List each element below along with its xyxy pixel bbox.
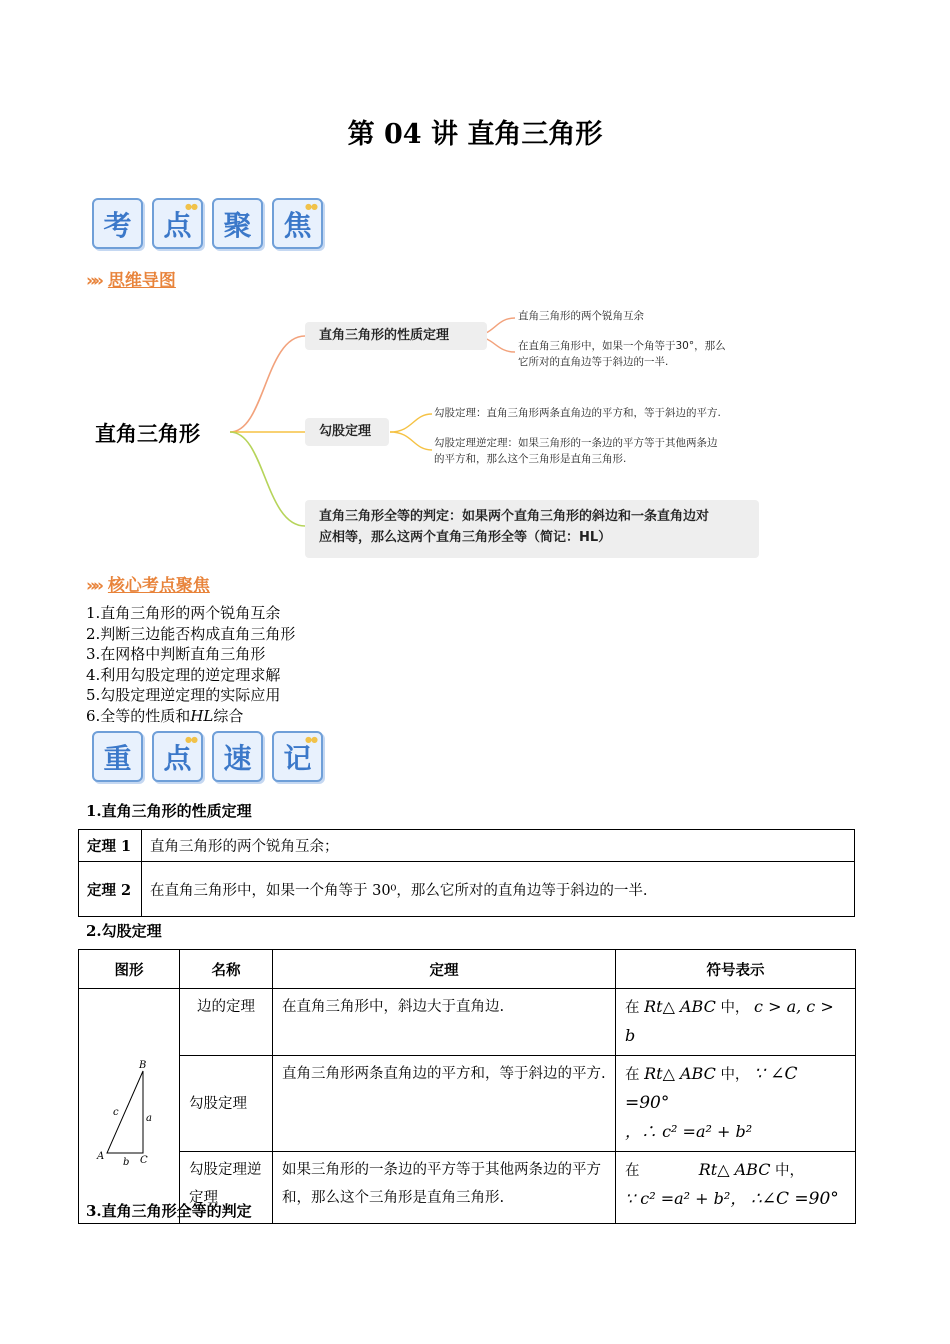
- badge-char: 重: [92, 731, 143, 782]
- badge-char: 考: [92, 198, 143, 249]
- table-cell: 定理 2: [79, 862, 142, 917]
- mindmap-leaf: 在直角三角形中，如果一个角等于30°，那么: [518, 340, 726, 352]
- table-header: 定理: [273, 950, 616, 989]
- table-header: 名称: [180, 950, 273, 989]
- table-header: 符号表示: [616, 950, 856, 989]
- mindmap-branch-pythagoras: 勾股定理: [305, 418, 389, 446]
- table-cell: 定理 1: [79, 830, 142, 862]
- pythagoras-table: [78, 949, 856, 1224]
- list-item: 4.利用勾股定理的逆定理求解: [86, 665, 281, 684]
- list-item: 5.勾股定理逆定理的实际应用: [86, 686, 281, 704]
- zhongdian-badges: [92, 731, 323, 782]
- section-heading: 1.直角三角形的性质定理: [86, 802, 252, 820]
- mindmap-leaf: 直角三角形的两个锐角互余: [518, 310, 644, 322]
- mindmap-leaf: 勾股定理：直角三角形两条直角边的平方和，等于斜边的平方.: [434, 407, 721, 419]
- side-label: c: [113, 1107, 119, 1118]
- side-label: b: [123, 1157, 130, 1168]
- table-row: [79, 1056, 856, 1152]
- vertex-label: A: [97, 1151, 105, 1162]
- mindmap-leaf: 的平方和，那么这个三角形是直角三角形.: [434, 453, 627, 465]
- triangle-figure-cell: [79, 989, 180, 1224]
- table-row: [79, 989, 856, 1056]
- kaodian-badges: [92, 198, 323, 249]
- badge-char: 速: [212, 731, 263, 782]
- page-title: 第 04 讲 直角三角形: [347, 119, 603, 150]
- mindmap-leaf: 勾股定理逆定理：如果三角形的一条边的平方等于其他两条边: [434, 437, 718, 449]
- theorem-table: [78, 829, 855, 917]
- table-row: [79, 862, 855, 917]
- badge-char: ●● 点: [152, 731, 203, 782]
- table-cell: 在 Rt△ ABC 中， ∵ c² =a² + b²， ∴∠C =90°: [616, 1152, 856, 1224]
- mindmap-branch-line: 应相等，那么这两个直角三角形全等（简记：HL）: [319, 530, 612, 545]
- double-chevron-icon: »»: [86, 271, 100, 291]
- vertex-label: B: [139, 1060, 147, 1071]
- badge-char: ●● 记: [272, 731, 323, 782]
- badge-char: ●● 点: [152, 198, 203, 249]
- vertex-label: C: [140, 1155, 148, 1166]
- list-item: 3.在网格中判断直角三角形: [86, 645, 266, 663]
- table-cell: 在直角三角形中，斜边大于直角边.: [273, 989, 616, 1056]
- list-item: 6.全等的性质和HL综合: [86, 706, 244, 725]
- section-heading: 2.勾股定理: [86, 922, 162, 940]
- badge-char: 聚: [212, 198, 263, 249]
- section-heading: 3.直角三角形全等的判定: [86, 1202, 252, 1220]
- table-cell: 直角三角形的两个锐角互余；: [142, 830, 855, 862]
- list-item: 1.直角三角形的两个锐角互余: [86, 604, 281, 622]
- right-triangle-figure: [79, 1031, 177, 1171]
- core-heading: »» 核心考点聚焦: [86, 576, 210, 596]
- side-label: a: [146, 1113, 152, 1124]
- table-cell: 在 Rt△ ABC 中， ∵ ∠C =90° ，∴ c² =a² + b²: [616, 1056, 856, 1152]
- mindmap-branch-property: 直角三角形的性质定理: [305, 322, 487, 350]
- table-cell: 勾股定理逆定理: [180, 1152, 273, 1224]
- core-list: [86, 603, 295, 726]
- mindmap-root: 直角三角形: [95, 422, 200, 446]
- table-cell: 直角三角形两条直角边的平方和，等于斜边的平方.: [273, 1056, 616, 1152]
- mindmap-branch-line: 直角三角形全等的判定：如果两个直角三角形的斜边和一条直角边对: [319, 509, 710, 524]
- list-item: 2.判断三边能否构成直角三角形: [86, 624, 296, 643]
- mindmap-leaf: 它所对的直角边等于斜边的一半.: [518, 356, 669, 368]
- table-row: [79, 830, 855, 862]
- mindmap-heading: »» 思维导图: [86, 271, 176, 291]
- table-cell: 勾股定理: [180, 1056, 273, 1152]
- badge-char: ●● 焦: [272, 198, 323, 249]
- table-cell: 在直角三角形中，如果一个角等于 30⁰，那么它所对的直角边等于斜边的一半.: [142, 862, 855, 917]
- table-row: [79, 950, 856, 989]
- table-cell: 在 Rt△ ABC 中， c > a, c > b: [616, 989, 856, 1056]
- table-cell: 边的定理: [180, 989, 273, 1056]
- table-header: 图形: [79, 950, 180, 989]
- double-chevron-icon: »»: [86, 576, 100, 596]
- mindmap-branch-congruence: [305, 500, 759, 558]
- table-cell: 如果三角形的一条边的平方等于其他两条边的平方和，那么这个三角形是直角三角形.: [273, 1152, 616, 1224]
